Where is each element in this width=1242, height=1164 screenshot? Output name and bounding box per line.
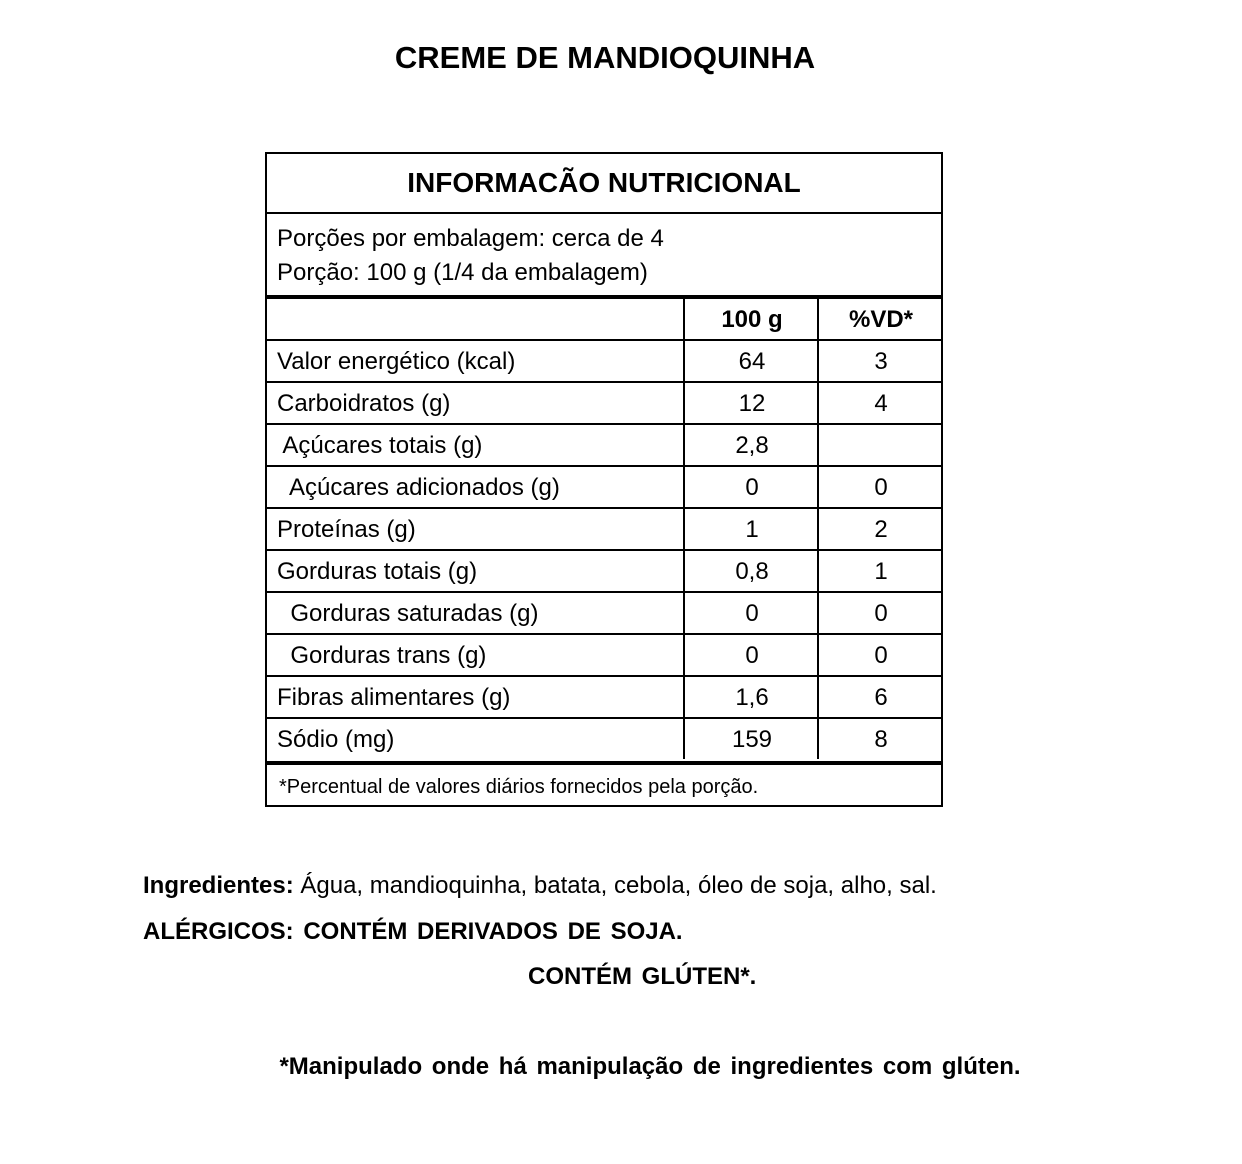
nutrient-name: Açúcares totais (g) [277, 432, 483, 459]
nutrient-dv: 8 [817, 719, 943, 759]
handling-note: *Manipulado onde há manipulação de ingredientes com glúten. [279, 1053, 1021, 1080]
nutrient-name: Gorduras trans (g) [277, 642, 487, 669]
nutrient-dv: 0 [817, 593, 943, 633]
nutrient-amount: 12 [683, 383, 819, 423]
nutrient-name: Gorduras totais (g) [277, 558, 478, 585]
nutrient-amount: 1,6 [683, 677, 819, 717]
table-row [267, 551, 941, 593]
nutrient-name: Proteínas (g) [277, 516, 416, 543]
table-row [267, 719, 941, 761]
nutrient-dv: 6 [817, 677, 943, 717]
table-row [267, 509, 941, 551]
nutrient-name: Gorduras saturadas (g) [277, 600, 539, 627]
nutrition-heading: INFORMACÃO NUTRICIONAL [267, 154, 941, 214]
nutrient-amount: 2,8 [683, 425, 819, 465]
table-row [267, 467, 941, 509]
servings-per-package: Porções por embalagem: cerca de 4 [277, 225, 664, 252]
portion-info [277, 222, 664, 290]
nutrient-amount: 159 [683, 719, 819, 759]
nutrient-dv: 4 [817, 383, 943, 423]
nutrient-amount: 0 [683, 635, 819, 675]
nutrient-name: Valor energético (kcal) [277, 348, 516, 375]
allergens-line: ALÉRGICOS: CONTÉM DERIVADOS DE SOJA. [143, 918, 683, 945]
nutrient-amount: 1 [683, 509, 819, 549]
nutrient-dv: 1 [817, 551, 943, 591]
nutrition-facts-table [265, 152, 943, 807]
nutrient-dv [817, 425, 943, 465]
nutrient-dv: 2 [817, 509, 943, 549]
nutrient-amount: 0 [683, 593, 819, 633]
table-row [267, 341, 941, 383]
thick-divider [267, 761, 941, 765]
nutrient-dv: 0 [817, 467, 943, 507]
serving-size: Porção: 100 g (1/4 da embalagem) [277, 259, 648, 286]
dv-footnote: *Percentual de valores diários fornecidos pela porção. [279, 776, 759, 798]
table-row [267, 635, 941, 677]
ingredients-text: Água, mandioquinha, batata, cebola, óleo de soja, alho, sal. [293, 872, 937, 899]
nutrient-name: Sódio (mg) [277, 726, 395, 753]
nutrient-name: Açúcares adicionados (g) [277, 474, 560, 501]
nutrient-amount: 64 [683, 341, 819, 381]
ingredients-label: Ingredientes: [143, 872, 294, 899]
table-row [267, 677, 941, 719]
header-amount: 100 g [683, 299, 819, 339]
nutrient-name: Carboidratos (g) [277, 390, 451, 417]
gluten-line: CONTÉM GLÚTEN*. [528, 963, 757, 990]
table-row [267, 425, 941, 467]
product-title: CREME DE MANDIOQUINHA [394, 40, 816, 75]
nutrient-dv: 3 [817, 341, 943, 381]
table-row [267, 593, 941, 635]
ingredients-line [143, 872, 937, 900]
nutrient-amount: 0 [683, 467, 819, 507]
header-dv: %VD* [817, 299, 943, 339]
table-header-row [267, 299, 941, 341]
nutrient-dv: 0 [817, 635, 943, 675]
nutrient-amount: 0,8 [683, 551, 819, 591]
nutrient-name: Fibras alimentares (g) [277, 684, 511, 711]
table-row [267, 383, 941, 425]
